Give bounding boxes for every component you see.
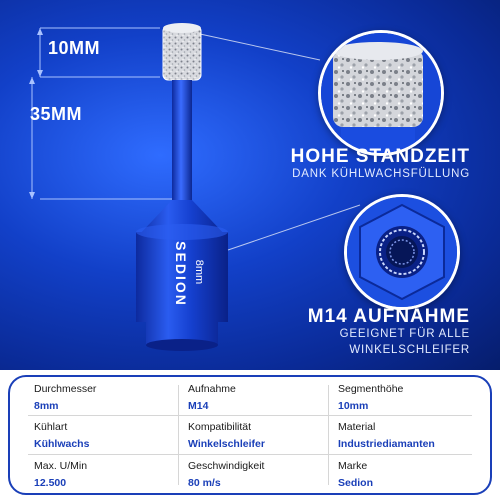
spec-cell-marke (338, 460, 488, 498)
spec-key: Material (338, 421, 376, 433)
spec-value: Sedion (338, 477, 374, 489)
size-print: 8mm (193, 259, 205, 285)
feature-title-standzeit: HOHE STANDZEIT (290, 146, 470, 167)
spec-cell-kompatibilitaet (188, 421, 338, 459)
spec-key: Durchmesser (34, 383, 97, 395)
spec-value: M14 (188, 400, 209, 412)
spec-key: Geschwindigkeit (188, 460, 265, 472)
feature-subtitle-aufnahme-line2: WINKELSCHLEIFER (349, 344, 470, 356)
zoom-diamond-segment (318, 30, 444, 156)
brand-print: SEDION (173, 241, 189, 307)
spec-key: Segmenthöhe (338, 383, 404, 395)
spec-cell-material (338, 421, 488, 459)
spec-table-frame (8, 375, 492, 495)
spec-cell-max-upm (34, 460, 184, 498)
feature-subtitle-aufnahme-line1: GEEIGNET FÜR ALLE (339, 328, 470, 340)
spec-value: Kühlwachs (34, 438, 90, 450)
spec-value: 80 m/s (188, 477, 221, 489)
diamond-segment (163, 23, 201, 80)
spec-key: Max. U/Min (34, 460, 88, 472)
spec-cell-aufnahme (188, 383, 338, 421)
body-branding (168, 241, 205, 328)
spec-value: 8mm (34, 400, 59, 412)
feature-subtitle-standzeit: DANK KÜHLWACHSFÜLLUNG (292, 168, 470, 180)
spec-key: Aufnahme (188, 383, 236, 395)
spec-key: Kompatibilität (188, 421, 252, 433)
spec-cell-geschwindigkeit (188, 460, 338, 498)
spec-cell-segmenthoehe (338, 383, 488, 421)
spec-value: Industriediamanten (338, 438, 435, 450)
zoom-m14-thread (344, 194, 460, 310)
spec-key: Kühlart (34, 421, 68, 433)
spec-cell-durchmesser (34, 383, 184, 421)
feature-title-aufnahme: M14 AUFNAHME (307, 306, 470, 327)
spec-value: Winkelschleifer (188, 438, 265, 450)
diamond-zoom-icon (321, 33, 441, 153)
spec-value: 10mm (338, 400, 369, 412)
spec-value: 12.500 (34, 477, 67, 489)
spec-cell-kuehlart (34, 421, 184, 459)
dimension-label-shaft: 35MM (30, 104, 83, 124)
thread-zoom-icon (347, 197, 457, 307)
spec-table (0, 370, 500, 500)
spec-key: Marke (338, 460, 368, 472)
drill-shaft (172, 80, 192, 220)
dimension-label-top: 10MM (48, 38, 101, 58)
